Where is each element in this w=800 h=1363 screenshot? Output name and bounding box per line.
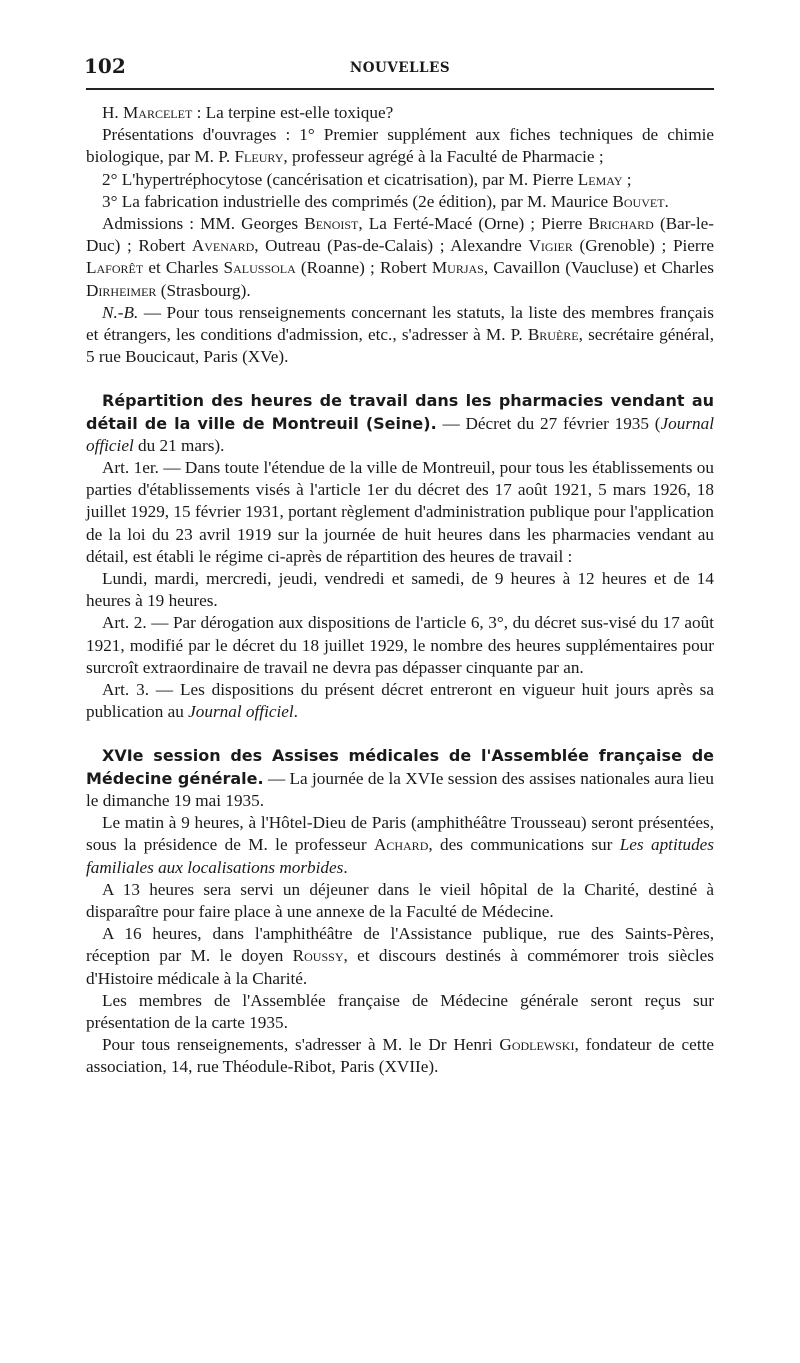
section-montreuil-heading: Répartition des heures de travail dans les pharmacies vendant au détail de la ville de Montreuil (Seine). — Décret du 27 février 1935 (Journal officiel du 21 mars). <box>86 391 714 455</box>
paragraph-art-1: Art. 1er. — Dans toute l'étendue de la ville de Montreuil, pour tous les établissements ou parties d'établissements visés à l'article 1er du décret des 17 août 1921, 5 mars 1926, 18 juillet 1929, 15 février 1931, portant règlement d'administration publique pour l'application de la loi du 23 avril 1919 sur la journée de huit heures dans les pharmacies vendant au détail, est établi le régime ci-après de répartition des heures de travail : <box>86 458 714 566</box>
document-page <box>86 52 714 1079</box>
paragraph-assises-afternoon: A 16 heures, dans l'amphithéâtre de l'Assistance publique, rue des Saints-Pères, réception par M. le doyen Roussy, et discours destinés à commémorer trois siècles d'Histoire médicale à la Charité. <box>86 924 714 988</box>
section-assises-heading: XVIe session des Assises médicales de l'Assemblée française de Médecine générale. — La journée de la XVIe session des assises nationales aura lieu le dimanche 19 mai 1935. <box>86 746 714 810</box>
page-number: 102 <box>84 54 126 78</box>
paragraph-assises-members: Les membres de l'Assemblée française de Médecine générale seront reçus sur présentation de la carte 1935. <box>86 990 714 1032</box>
paragraph-assises-contact: Pour tous renseignements, s'adresser à M. le Dr Henri Godlewski, fondateur de cette association, 14, rue Théodule-Ribot, Paris (XVIIe). <box>86 1035 714 1077</box>
page-body <box>86 102 714 1079</box>
paragraph-assises-morning: Le matin à 9 heures, à l'Hôtel-Dieu de Paris (amphithéâtre Trousseau) seront présentées, sous la présidence de M. le professeur Achard, des communications sur Les aptitudes familiales aux localisations morbides. <box>86 813 714 877</box>
paragraph-assises-lunch: A 13 heures sera servi un déjeuner dans le vieil hôpital de la Charité, destiné à disparaître pour faire place à une annexe de la Faculté de Médecine. <box>86 879 714 921</box>
paragraph-hours: Lundi, mardi, mercredi, jeudi, vendredi et samedi, de 9 heures à 12 heures et de 14 heures à 19 heures. <box>86 569 714 611</box>
section-spacer <box>86 368 714 390</box>
paragraph-admissions: Admissions : MM. Georges Benoist, La Ferté-Macé (Orne) ; Pierre Brichard (Bar-le-Duc) ; Robert Avenard, Outreau (Pas-de-Calais) ; Alexandre Vigier (Grenoble) ; Pierre Laforêt et Charles Salussola (Roanne) ; Robert Murjas, Cavaillon (Vaucluse) et Charles Dirheimer (Strasbourg). <box>86 214 714 300</box>
section-spacer <box>86 723 714 745</box>
running-title: NOUVELLES <box>349 60 451 76</box>
section-title-montreuil: Répartition des heures de travail dans les pharmacies vendant au détail de la ville de Montreuil (Seine). <box>86 391 714 433</box>
paragraph-marcelet: H. Marcelet : La terpine est-elle toxique? <box>102 103 394 122</box>
section-title-assises: XVIe session des Assises médicales de l'Assemblée française de Médecine générale. <box>86 746 714 788</box>
paragraph-art-2: Art. 2. — Par dérogation aux dispositions de l'article 6, 3°, du décret sus-visé du 17 août 1921, modifié par le décret du 18 juillet 1929, le nombre des heures supplémentaires pour surcroît extraordinaire de travail ne devra pas dépasser cinquante par an. <box>86 613 714 677</box>
paragraph-presentations: Présentations d'ouvrages : 1° Premier supplément aux fiches techniques de chimie biologique, par M. P. Fleury, professeur agrégé à la Faculté de Pharmacie ; <box>86 125 714 167</box>
paragraph-nb: N.-B. — Pour tous renseignements concernant les statuts, la liste des membres français et étrangers, les conditions d'admission, etc., s'adresser à M. P. Bruère, secrétaire général, 5 rue Boucicaut, Paris (XVe). <box>86 302 714 367</box>
page-header <box>86 52 714 90</box>
paragraph-item-2: 2° L'hypertréphocytose (cancérisation et cicatrisation), par M. Pierre Lemay ; <box>102 169 632 189</box>
paragraph-art-3: Art. 3. — Les dispositions du présent décret entreront en vigueur huit jours après sa publication au Journal officiel. <box>86 680 714 722</box>
paragraph-item-3: 3° La fabrication industrielle des comprimés (2e édition), par M. Maurice Bouvet. <box>102 191 669 211</box>
